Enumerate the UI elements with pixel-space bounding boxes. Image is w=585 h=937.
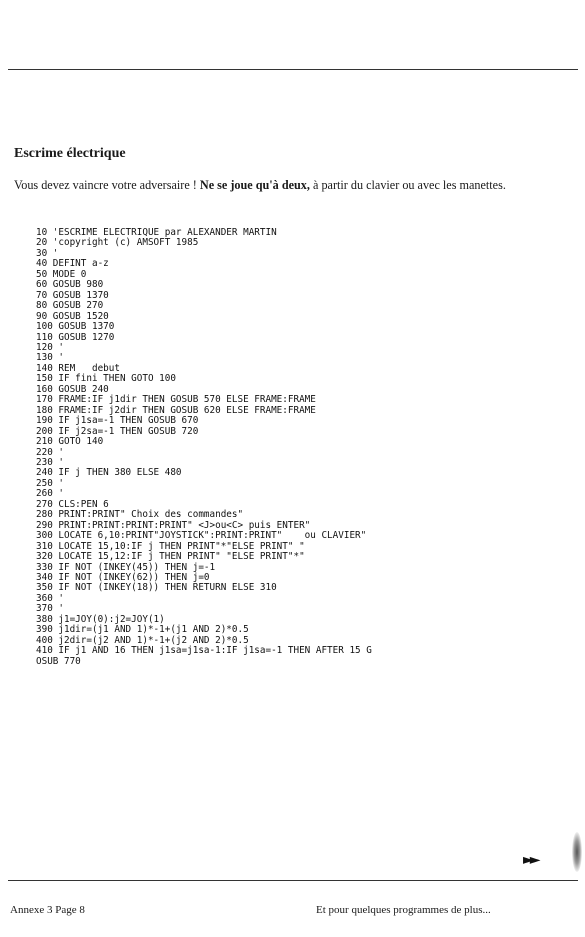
listing-line: 270 CLS:PEN 6: [36, 498, 109, 510]
listing-line: 370 ': [36, 603, 64, 615]
listing-line: 30 ': [36, 247, 59, 259]
listing-line: 230 ': [36, 456, 64, 468]
listing-line: OSUB 770: [36, 655, 81, 667]
intro-text-end: à partir du clavier ou avec les manettes.: [309, 178, 506, 192]
listing-line: 200 IF j2sa=-1 THEN GOSUB 720: [36, 425, 199, 437]
listing-line: 140 REM debut: [36, 362, 120, 374]
listing-line: 410 IF j1 AND 16 THEN j1sa=j1sa-1:IF j1sa=-1 THEN AFTER 15 G: [36, 645, 372, 657]
listing-line: 250 ': [36, 477, 64, 489]
listing-line: 360 ': [36, 592, 64, 604]
bottom-rule: [8, 880, 578, 881]
listing-line: 340 IF NOT (INKEY(62)) THEN j=0: [36, 571, 210, 583]
basic-listing: [36, 228, 576, 667]
listing-line: 290 PRINT:PRINT:PRINT:PRINT" <J>ou<C> puis ENTER": [36, 519, 311, 531]
footer-book-title: Et pour quelques programmes de plus...: [316, 904, 491, 916]
listing-line: 380 j1=JOY(0):j2=JOY(1): [36, 613, 165, 625]
listing-line: 10 'ESCRIME ELECTRIQUE par ALEXANDER MARTIN: [36, 227, 277, 238]
listing-line: 240 IF j THEN 380 ELSE 480: [36, 467, 182, 479]
page-smudge: [572, 832, 582, 872]
listing-line: 80 GOSUB 270: [36, 300, 104, 312]
listing-line: 100 GOSUB 1370: [36, 321, 115, 333]
listing-line: 110 GOSUB 1270: [36, 331, 115, 343]
listing-line: 310 LOCATE 15,10:IF j THEN PRINT"*"ELSE PRINT" ": [36, 540, 305, 552]
listing-line: 120 ': [36, 341, 64, 353]
footer-page-number: Annexe 3 Page 8: [10, 904, 85, 916]
listing-line: 160 GOSUB 240: [36, 383, 109, 395]
listing-line: 260 ': [36, 488, 64, 500]
listing-line: 60 GOSUB 980: [36, 279, 104, 291]
listing-line: 170 FRAME:IF j1dir THEN GOSUB 570 ELSE FRAME:FRAME: [36, 394, 316, 406]
listing-line: 400 j2dir=(j2 AND 1)*-1+(j2 AND 2)*0.5: [36, 634, 249, 646]
listing-line: 90 GOSUB 1520: [36, 310, 109, 322]
listing-line: 210 GOTO 140: [36, 436, 104, 448]
continue-arrow-icon: ►►: [523, 852, 537, 868]
listing-line: 220 ': [36, 446, 64, 458]
listing-line: 300 LOCATE 6,10:PRINT"JOYSTICK":PRINT:PRINT" ou CLAVIER": [36, 530, 367, 542]
intro-paragraph: [14, 177, 574, 194]
top-rule: [8, 69, 578, 70]
intro-text-start: Vous devez vaincre votre adversaire !: [14, 178, 200, 192]
listing-line: 150 IF fini THEN GOTO 100: [36, 373, 176, 385]
listing-line: 70 GOSUB 1370: [36, 289, 109, 301]
listing-line: 180 FRAME:IF j2dir THEN GOSUB 620 ELSE FRAME:FRAME: [36, 404, 316, 416]
listing-line: 390 j1dir=(j1 AND 1)*-1+(j1 AND 2)*0.5: [36, 624, 249, 636]
page-title: Escrime électrique: [14, 146, 126, 161]
listing-line: 350 IF NOT (INKEY(18)) THEN RETURN ELSE 310: [36, 582, 277, 594]
listing-line: 130 ': [36, 352, 64, 364]
listing-line: 280 PRINT:PRINT" Choix des commandes": [36, 509, 244, 521]
listing-line: 190 IF j1sa=-1 THEN GOSUB 670: [36, 415, 199, 427]
listing-line: 20 'copyright (c) AMSOFT 1985: [36, 237, 199, 249]
intro-bold-text: Ne se joue qu'à deux,: [199, 178, 310, 192]
listing-line: 320 LOCATE 15,12:IF j THEN PRINT" "ELSE PRINT"*": [36, 551, 305, 563]
listing-line: 40 DEFINT a-z: [36, 258, 109, 270]
listing-line: 50 MODE 0: [36, 268, 87, 280]
listing-line: 330 IF NOT (INKEY(45)) THEN j=-1: [36, 561, 216, 573]
